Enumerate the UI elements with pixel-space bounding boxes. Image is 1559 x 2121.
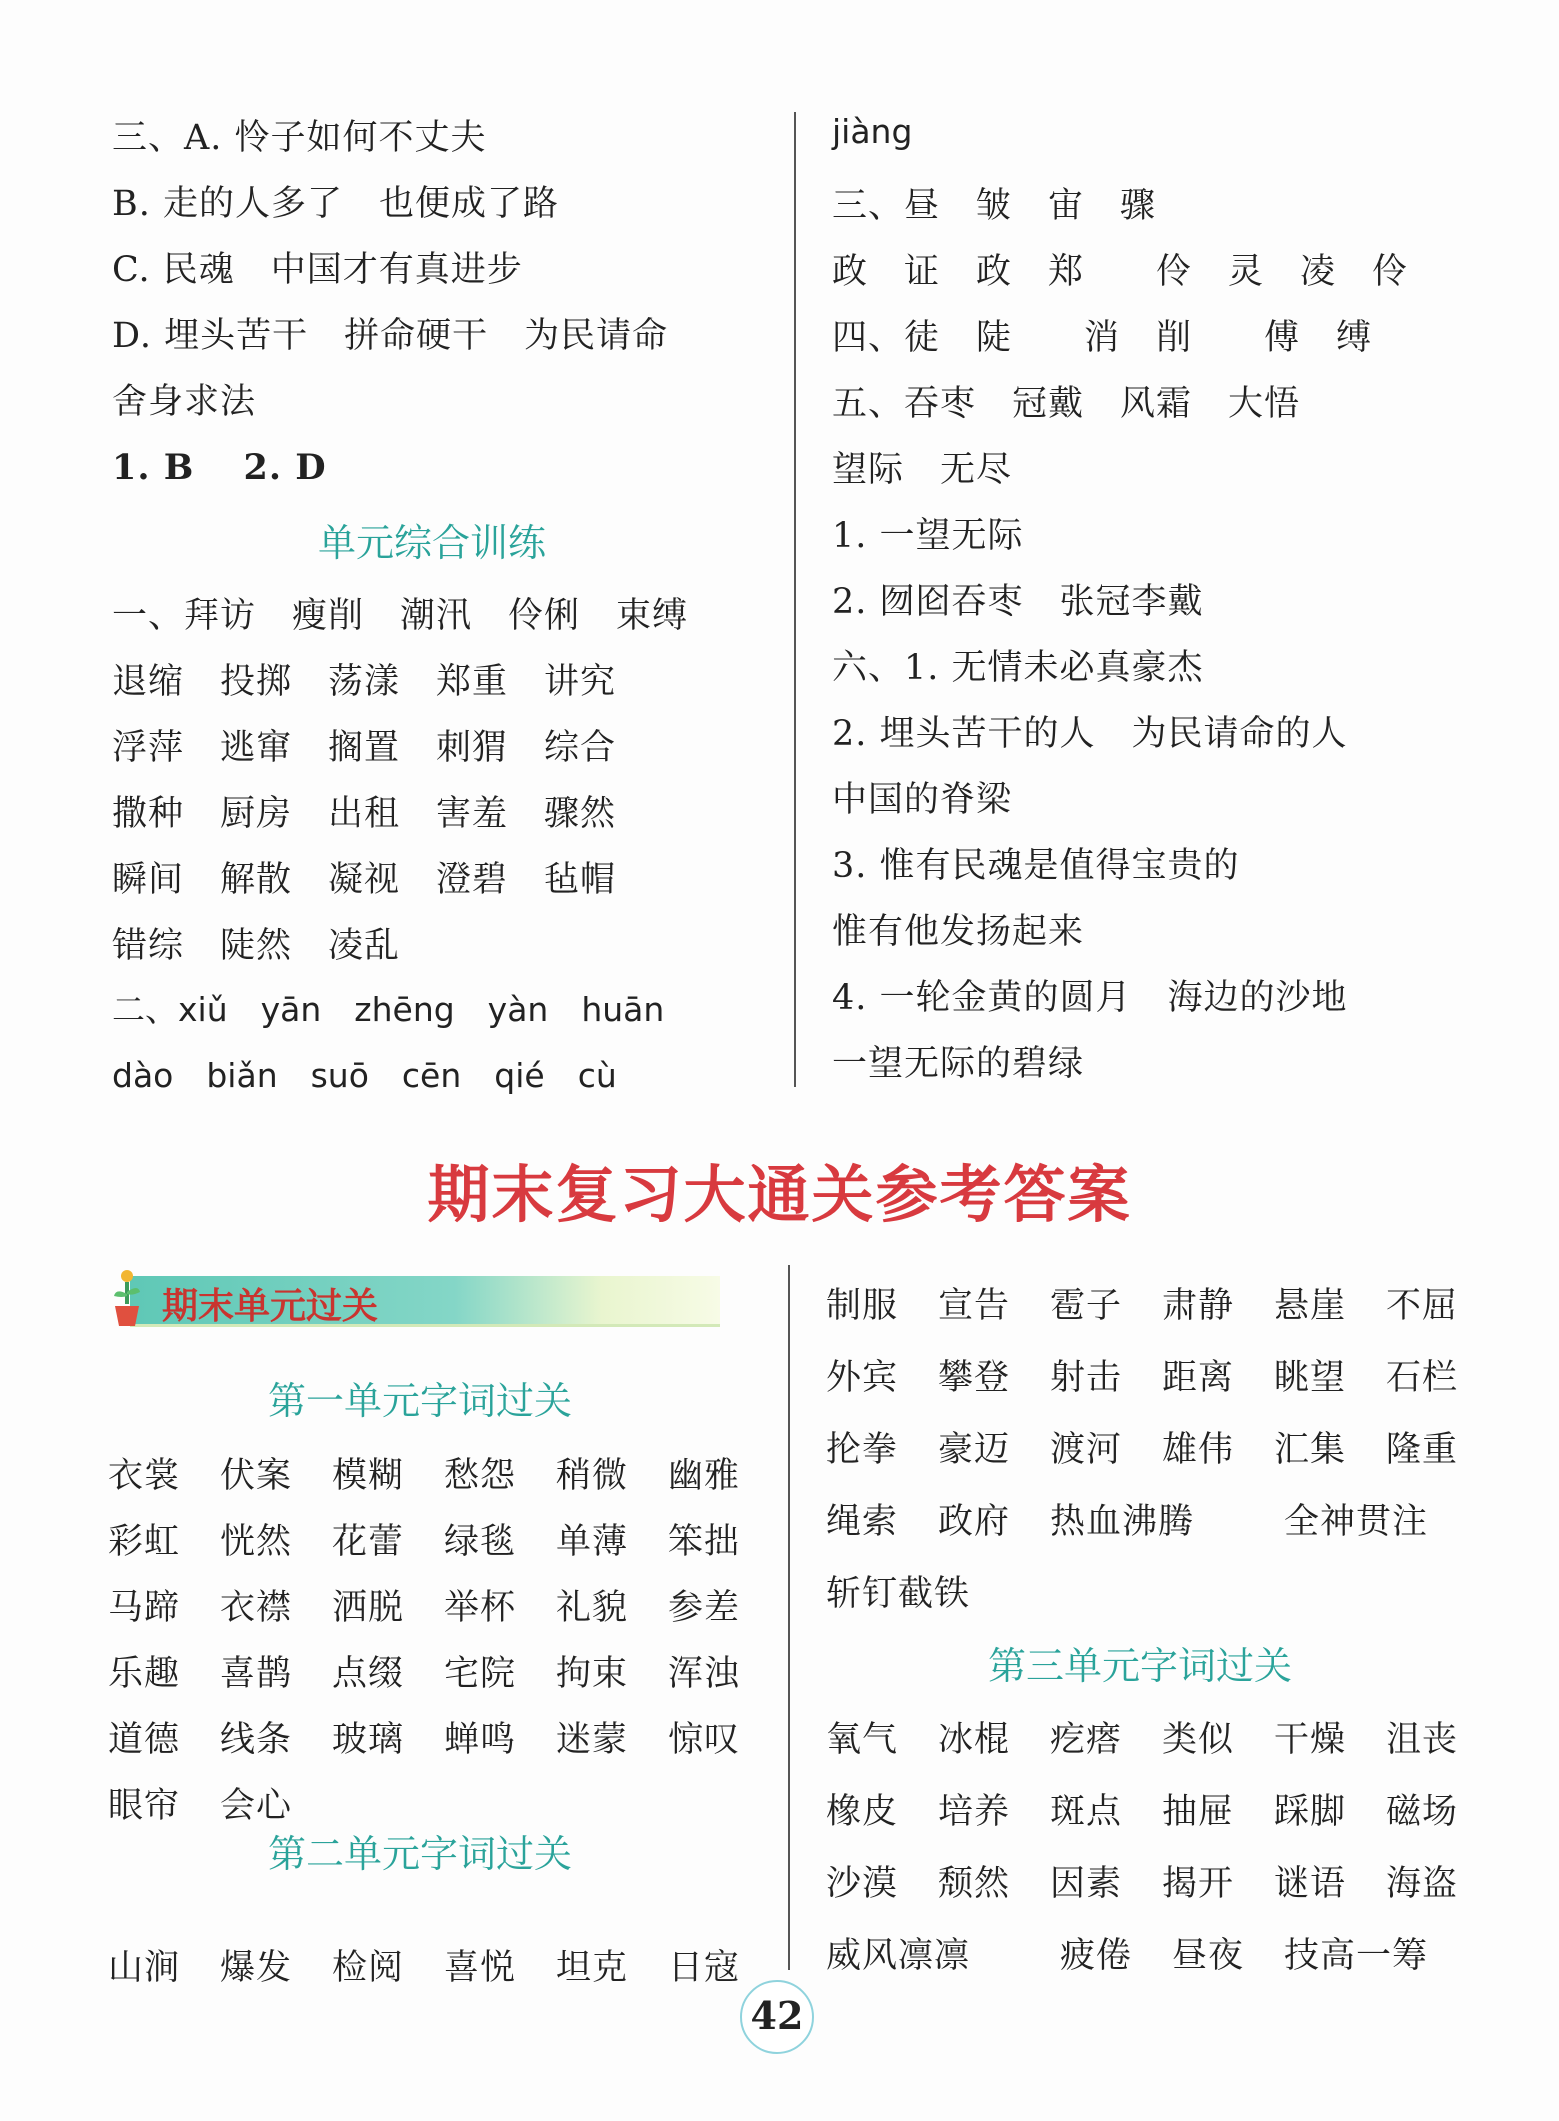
word-item: 海盗 — [1386, 1864, 1459, 1904]
answer-line: 2. 埋头苦干的人 为民请命的人 — [832, 714, 1348, 754]
answer-line: 中国的脊梁 — [832, 780, 1013, 820]
word-item: 揭开 — [1162, 1864, 1235, 1904]
word-item: 隆重 — [1386, 1430, 1459, 1470]
word-item: 攀登 — [938, 1358, 1011, 1398]
word-item: 热血沸腾 — [1050, 1502, 1195, 1542]
word-item: 单薄 — [556, 1522, 629, 1562]
word-item: 制服 — [826, 1286, 899, 1326]
word-item: 石栏 — [1386, 1358, 1459, 1398]
word-item: 汇集 — [1274, 1430, 1347, 1470]
answer-line: 三、昼 皱 宙 骤 — [832, 186, 1157, 226]
word-item: 乐趣 — [108, 1654, 181, 1694]
column-divider — [794, 112, 796, 1087]
word-item: 全神贯注 — [1284, 1502, 1429, 1542]
answer-line: 三、A. 怜子如何不丈夫 — [112, 118, 487, 158]
answer-line: 舍身求法 — [112, 382, 257, 422]
page-title: 期末复习大通关参考答案 — [427, 1158, 1132, 1231]
pinyin-line: 二、xiǔ yān zhēng yàn huān — [112, 990, 665, 1029]
word-item: 浑浊 — [668, 1654, 741, 1694]
word-item: 因素 — [1050, 1864, 1123, 1904]
answer-line: jiàng — [832, 112, 913, 151]
word-item: 喜悦 — [444, 1948, 517, 1988]
page-number: 42 — [740, 1980, 814, 2054]
word-item: 渡河 — [1050, 1430, 1123, 1470]
word-item: 沙漠 — [826, 1864, 899, 1904]
answer-line: 1. 一望无际 — [832, 516, 1024, 556]
word-item: 日寇 — [668, 1948, 741, 1988]
word-item: 恍然 — [220, 1522, 293, 1562]
word-item: 宅院 — [444, 1654, 517, 1694]
answer-line: 惟有他发扬起来 — [832, 912, 1085, 952]
word-item: 技高一筹 — [1284, 1936, 1429, 1976]
word-item: 磁场 — [1386, 1792, 1459, 1832]
answer-line: B. 走的人多了 也便成了路 — [112, 184, 559, 224]
word-item: 氧气 — [826, 1720, 899, 1760]
word-item: 冰棍 — [938, 1720, 1011, 1760]
word-item: 谜语 — [1274, 1864, 1347, 1904]
word-item: 惊叹 — [668, 1720, 741, 1760]
word-item: 彩虹 — [108, 1522, 181, 1562]
flower-pot-icon — [110, 1268, 144, 1330]
answer-line: 3. 惟有民魂是值得宝贵的 — [832, 846, 1240, 886]
word-item: 山涧 — [108, 1948, 181, 1988]
word-item: 眺望 — [1274, 1358, 1347, 1398]
word-item: 举杯 — [444, 1588, 517, 1628]
word-item: 疙瘩 — [1050, 1720, 1123, 1760]
word-item: 迷蒙 — [556, 1720, 629, 1760]
word-item: 稍微 — [556, 1456, 629, 1496]
word-item: 伏案 — [220, 1456, 293, 1496]
word-item: 衣襟 — [220, 1588, 293, 1628]
word-item: 外宾 — [826, 1358, 899, 1398]
word-item: 蝉鸣 — [444, 1720, 517, 1760]
word-item: 检阅 — [332, 1948, 405, 1988]
word-item: 不屈 — [1386, 1286, 1459, 1326]
words-line: 退缩 投掷 荡漾 郑重 讲究 — [112, 662, 617, 702]
words-line: 撒种 厨房 出租 害羞 骤然 — [112, 794, 617, 834]
word-item: 昼夜 — [1172, 1936, 1245, 1976]
answer-line: 一望无际的碧绿 — [832, 1044, 1085, 1084]
word-item: 愁怨 — [444, 1456, 517, 1496]
word-item: 洒脱 — [332, 1588, 405, 1628]
word-item: 花蕾 — [332, 1522, 405, 1562]
word-item: 喜鹊 — [220, 1654, 293, 1694]
column-divider-bottom — [788, 1265, 790, 1970]
word-item: 礼貌 — [556, 1588, 629, 1628]
word-item: 疲倦 — [1060, 1936, 1133, 1976]
word-item: 政府 — [938, 1502, 1011, 1542]
word-item: 抡拳 — [826, 1430, 899, 1470]
answer-line: 望际 无尽 — [832, 450, 1013, 490]
word-item: 沮丧 — [1386, 1720, 1459, 1760]
word-item: 拘束 — [556, 1654, 629, 1694]
word-item: 射击 — [1050, 1358, 1123, 1398]
word-item: 抽屉 — [1162, 1792, 1235, 1832]
word-item: 会心 — [220, 1786, 293, 1826]
word-item: 橡皮 — [826, 1792, 899, 1832]
answer-line: 2. 囫囵吞枣 张冠李戴 — [832, 582, 1204, 622]
word-item: 绿毯 — [444, 1522, 517, 1562]
section-title: 单元综合训练 — [318, 521, 547, 565]
word-item: 豪迈 — [938, 1430, 1011, 1470]
answer-line: 四、徒 陡 消 削 傅 缚 — [832, 318, 1373, 358]
word-item: 斩钉截铁 — [826, 1574, 971, 1614]
word-item: 爆发 — [220, 1948, 293, 1988]
words-line: 瞬间 解散 凝视 澄碧 毡帽 — [112, 860, 617, 900]
word-item: 威风凛凛 — [826, 1936, 971, 1976]
word-item: 肃静 — [1162, 1286, 1235, 1326]
words-line: 浮萍 逃窜 搁置 刺猬 综合 — [112, 728, 617, 768]
answer-line: 六、1. 无情未必真豪杰 — [832, 648, 1204, 688]
word-item: 道德 — [108, 1720, 181, 1760]
unit3-title: 第三单元字词过关 — [988, 1644, 1293, 1688]
word-item: 笨拙 — [668, 1522, 741, 1562]
word-item: 宣告 — [938, 1286, 1011, 1326]
word-item: 线条 — [220, 1720, 293, 1760]
word-item: 干燥 — [1274, 1720, 1347, 1760]
unit1-title: 第一单元字词过关 — [268, 1379, 573, 1423]
word-item: 玻璃 — [332, 1720, 405, 1760]
word-item: 培养 — [938, 1792, 1011, 1832]
word-item: 模糊 — [332, 1456, 405, 1496]
word-item: 踩脚 — [1274, 1792, 1347, 1832]
word-item: 雹子 — [1050, 1286, 1123, 1326]
answer-line: 4. 一轮金黄的圆月 海边的沙地 — [832, 978, 1348, 1018]
answer-line: 1. B 2. D — [112, 447, 327, 488]
word-item: 点缀 — [332, 1654, 405, 1694]
word-item: 参差 — [668, 1588, 741, 1628]
answer-line: 政 证 政 郑 伶 灵 凌 伶 — [832, 252, 1409, 292]
word-item: 悬崖 — [1274, 1286, 1347, 1326]
word-item: 斑点 — [1050, 1792, 1123, 1832]
word-item: 雄伟 — [1162, 1430, 1235, 1470]
word-item: 坦克 — [556, 1948, 629, 1988]
answer-line: D. 埋头苦干 拼命硬干 为民请命 — [112, 316, 669, 356]
word-item: 颓然 — [938, 1864, 1011, 1904]
word-item: 马蹄 — [108, 1588, 181, 1628]
answer-line: C. 民魂 中国才有真进步 — [112, 250, 523, 290]
word-item: 衣裳 — [108, 1456, 181, 1496]
word-item: 类似 — [1162, 1720, 1235, 1760]
word-item: 幽雅 — [668, 1456, 741, 1496]
answer-line: 五、吞枣 冠戴 风霜 大悟 — [832, 384, 1301, 424]
word-item: 眼帘 — [108, 1786, 181, 1826]
banner-title: 期末单元过关 — [162, 1286, 379, 1327]
section-banner — [110, 1268, 740, 1330]
pinyin-line: dào biǎn suō cēn qié cù — [112, 1056, 617, 1095]
word-item: 距离 — [1162, 1358, 1235, 1398]
words-line: 一、拜访 瘦削 潮汛 伶俐 束缚 — [112, 596, 689, 636]
unit2-title: 第二单元字词过关 — [268, 1832, 573, 1876]
words-line: 错综 陡然 凌乱 — [112, 926, 401, 966]
word-item: 绳索 — [826, 1502, 899, 1542]
